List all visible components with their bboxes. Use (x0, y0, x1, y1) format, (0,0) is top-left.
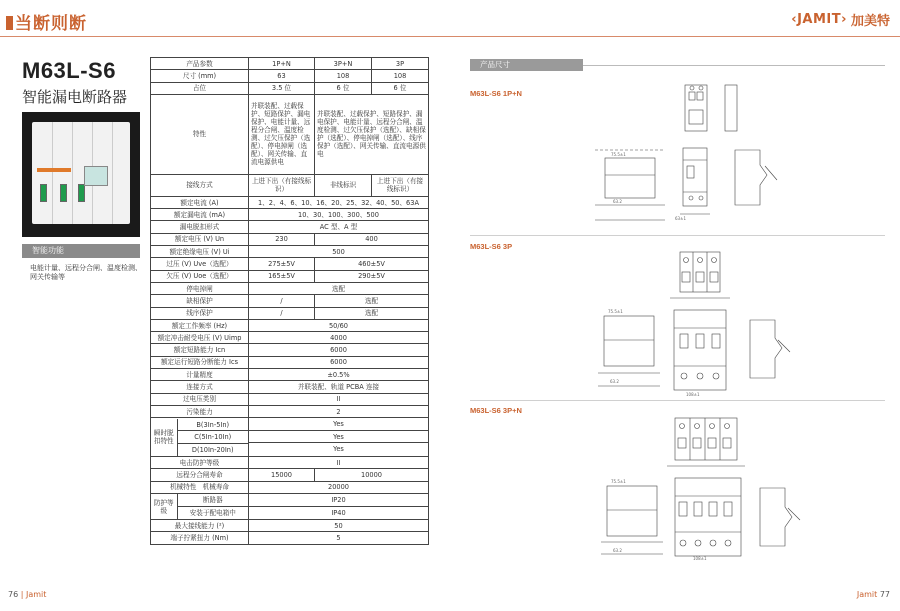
table-row (151, 356, 429, 368)
row-label: 端子拧紧扭力 (Nm) (151, 532, 249, 544)
cell: 6 位 (372, 82, 429, 94)
cell: 1、2、4、6、10、16、20、25、32、40、50、63A (249, 196, 429, 208)
table-row (151, 344, 429, 356)
table-row (151, 221, 429, 233)
row-label: 额定运行短路分断能力 Ics (151, 356, 249, 368)
row-label: 欠压 (V) Uoe（选配） (151, 270, 249, 282)
svg-text:75.5±1: 75.5±1 (608, 309, 623, 314)
table-row (151, 520, 429, 532)
table-row (151, 532, 429, 544)
row-label: 特性 (151, 94, 249, 174)
table-header: 产品参数 (151, 58, 249, 70)
brand-slogan-text: 当断则断 (15, 14, 87, 34)
cell: 108 (315, 70, 372, 82)
cell: 并联装配、过载保护、短路保护、漏电保护、电能计量、远程分合闸、温度检测、过欠压保护（选配）、停电掉闸（选配）、网关传输、直流电源供电 (249, 94, 315, 174)
row-label: 断路器 (177, 494, 248, 506)
drawing-1pn (585, 80, 845, 228)
row-label: 计量精度 (151, 369, 249, 381)
row-label: 连接方式 (151, 381, 249, 393)
cell: 选配 (249, 282, 429, 294)
svg-text:108±1: 108±1 (686, 392, 700, 397)
right-brand (791, 10, 890, 29)
row-label: 过压 (V) Uve（选配） (151, 258, 249, 270)
section-title-3pn: M63L-S6 3P+N (470, 406, 522, 415)
row-label: B(3In-5In) (177, 419, 248, 431)
table-row (151, 393, 429, 405)
dimension-tag-rule (583, 65, 885, 66)
trip-values (249, 418, 429, 457)
cell: 230 (249, 233, 315, 245)
row-label: D(10In-20In) (191, 445, 234, 454)
row-label: 安装于配电箱中 (189, 508, 236, 517)
ip-values (249, 493, 429, 519)
row-label: 线序保护 (151, 307, 249, 319)
table-row (151, 82, 429, 94)
row-label: 额定电压 (V) Un (151, 233, 249, 245)
row-label: 缺相保护 (151, 295, 249, 307)
table-row (151, 270, 429, 282)
jamit-logo: ‹JAMIT› (791, 12, 847, 27)
row-label: 远程分合闸寿命 (151, 469, 249, 481)
brand-name: 加美特 (850, 14, 890, 29)
cell: 500 (249, 246, 429, 258)
cell: 10、30、100、300、500 (249, 209, 429, 221)
cell: 6 位 (315, 82, 372, 94)
cell: 275±5V (249, 258, 315, 270)
cell: 并联装配、轨道 PCBA 连接 (249, 381, 429, 393)
row-label: C(5In-10In) (177, 431, 248, 443)
table-row (151, 418, 429, 457)
cell: AC 型、A 型 (249, 221, 429, 233)
svg-text:63.2: 63.2 (610, 379, 619, 384)
smart-function-tag: 智能功能 (22, 244, 140, 258)
left-brand-slogan (6, 9, 87, 34)
table-row (151, 319, 429, 331)
brand-mark-icon (6, 16, 13, 30)
svg-text:108±1: 108±1 (693, 556, 707, 561)
row-label: 防护等级 (151, 494, 177, 519)
table-row (151, 196, 429, 208)
cell: 10000 (315, 469, 429, 481)
table-header: 3P (372, 58, 429, 70)
cell: 非线标识 (315, 174, 372, 196)
drawing-3p (590, 248, 850, 398)
section-rule-1 (470, 235, 885, 236)
cell: 50 (249, 520, 429, 532)
cell: 并联装配、过载保护、短路保护、漏电保护、电能计量、远程分合闸、温度检测、过欠压保护（选配）、缺相保护（选配）、停电掉闸（选配）、线序保护（选配）、网关传输、直流电源供电 (315, 94, 429, 174)
cell: 400 (315, 233, 429, 245)
drawing-3pn (595, 412, 855, 562)
cell: IP40 (331, 508, 346, 517)
cell: II (249, 457, 429, 469)
cell: 5 (249, 532, 429, 544)
section-rule-2 (470, 400, 885, 401)
table-row (151, 469, 429, 481)
table-row (151, 295, 429, 307)
cell: 6000 (249, 356, 429, 368)
model-title: M63L-S6 (22, 58, 116, 83)
section-title-3p: M63L-S6 3P (470, 242, 513, 251)
spec-table (150, 57, 429, 545)
table-header-row (151, 58, 429, 70)
svg-text:63.2: 63.2 (613, 548, 622, 553)
table-row (151, 246, 429, 258)
table-row (151, 233, 429, 245)
cell: / (249, 295, 315, 307)
row-label: 额定漏电流 (mA) (151, 209, 249, 221)
row-label: 额定短路能力 Icn (151, 344, 249, 356)
table-row (151, 282, 429, 294)
row-label: 最大接线能力 (²) (151, 520, 249, 532)
row-label: 尺寸 (mm) (151, 70, 249, 82)
table-header: 1P+N (249, 58, 315, 70)
row-label: 瞬时脱扣特性 (151, 419, 177, 456)
cell: Yes (249, 418, 428, 431)
trip-group (151, 418, 249, 457)
cell: 6000 (249, 344, 429, 356)
svg-text:63±1: 63±1 (675, 216, 686, 221)
row-label: 额定电流 (A) (151, 196, 249, 208)
row-label: 电击防护等级 (151, 457, 249, 469)
row-label: 漏电脱扣形式 (151, 221, 249, 233)
svg-text:75.5±1: 75.5±1 (611, 479, 626, 484)
section-title-1pn: M63L-S6 1P+N (470, 89, 522, 98)
cell: 165±5V (249, 270, 315, 282)
smart-function-desc: 电能计量、远程分合闸、温度检测、网关传输等 (30, 264, 142, 281)
model-subtitle: 智能漏电断路器 (22, 88, 128, 106)
cell: 2 (249, 405, 429, 417)
ip-group (151, 493, 249, 519)
row-label: 额定工作频率 (Hz) (151, 319, 249, 331)
cell: 4000 (249, 332, 429, 344)
cell: 上进下出（有接线标识） (372, 174, 429, 196)
cell: 15000 (249, 469, 315, 481)
table-row (151, 209, 429, 221)
cell: 460±5V (315, 258, 429, 270)
cell: 选配 (315, 295, 429, 307)
row-label: 停电掉闸 (151, 282, 249, 294)
cell: 选配 (315, 307, 429, 319)
row-label: 过电压类别 (151, 393, 249, 405)
cell: 20000 (249, 481, 429, 493)
table-row (151, 481, 429, 493)
table-row (151, 94, 429, 174)
row-label: 额定冲击耐受电压 (V) Uimp (151, 332, 249, 344)
svg-text:63.2: 63.2 (613, 199, 622, 204)
svg-text:75.5±1: 75.5±1 (611, 152, 626, 157)
cell: 3.5 位 (249, 82, 315, 94)
cell: 50/60 (249, 319, 429, 331)
table-row (151, 258, 429, 270)
table-row (151, 369, 429, 381)
table-row (151, 405, 429, 417)
cell: Yes (249, 431, 428, 444)
cell: IP20 (249, 494, 428, 507)
cell: Yes (333, 445, 344, 454)
cell: II (249, 393, 429, 405)
cell: 63 (249, 70, 315, 82)
table-row (151, 174, 429, 196)
table-row (151, 457, 429, 469)
table-row (151, 307, 429, 319)
table-header: 3P+N (315, 58, 372, 70)
cell: ±0.5% (249, 369, 429, 381)
table-row (151, 70, 429, 82)
row-label: 接线方式 (151, 174, 249, 196)
cell: 上进下出（有接线标识） (249, 174, 315, 196)
cell: / (249, 307, 315, 319)
cell: 290±5V (315, 270, 429, 282)
row-label: 额定绝缘电压 (V) Ui (151, 246, 249, 258)
table-row (151, 332, 429, 344)
row-label: 占位 (151, 82, 249, 94)
header-divider (0, 36, 900, 37)
dimension-tag: 产品尺寸 (470, 59, 583, 71)
row-label: 污染能力 (151, 405, 249, 417)
breaker-illustration (32, 122, 130, 224)
product-photo (22, 112, 140, 237)
table-row (151, 493, 429, 519)
footer-left: 76 | Jamit (8, 590, 47, 599)
cell: 108 (372, 70, 429, 82)
table-row (151, 381, 429, 393)
footer-right: Jamit 77 (856, 590, 890, 599)
row-label: 机械特性 机械寿命 (151, 481, 249, 493)
